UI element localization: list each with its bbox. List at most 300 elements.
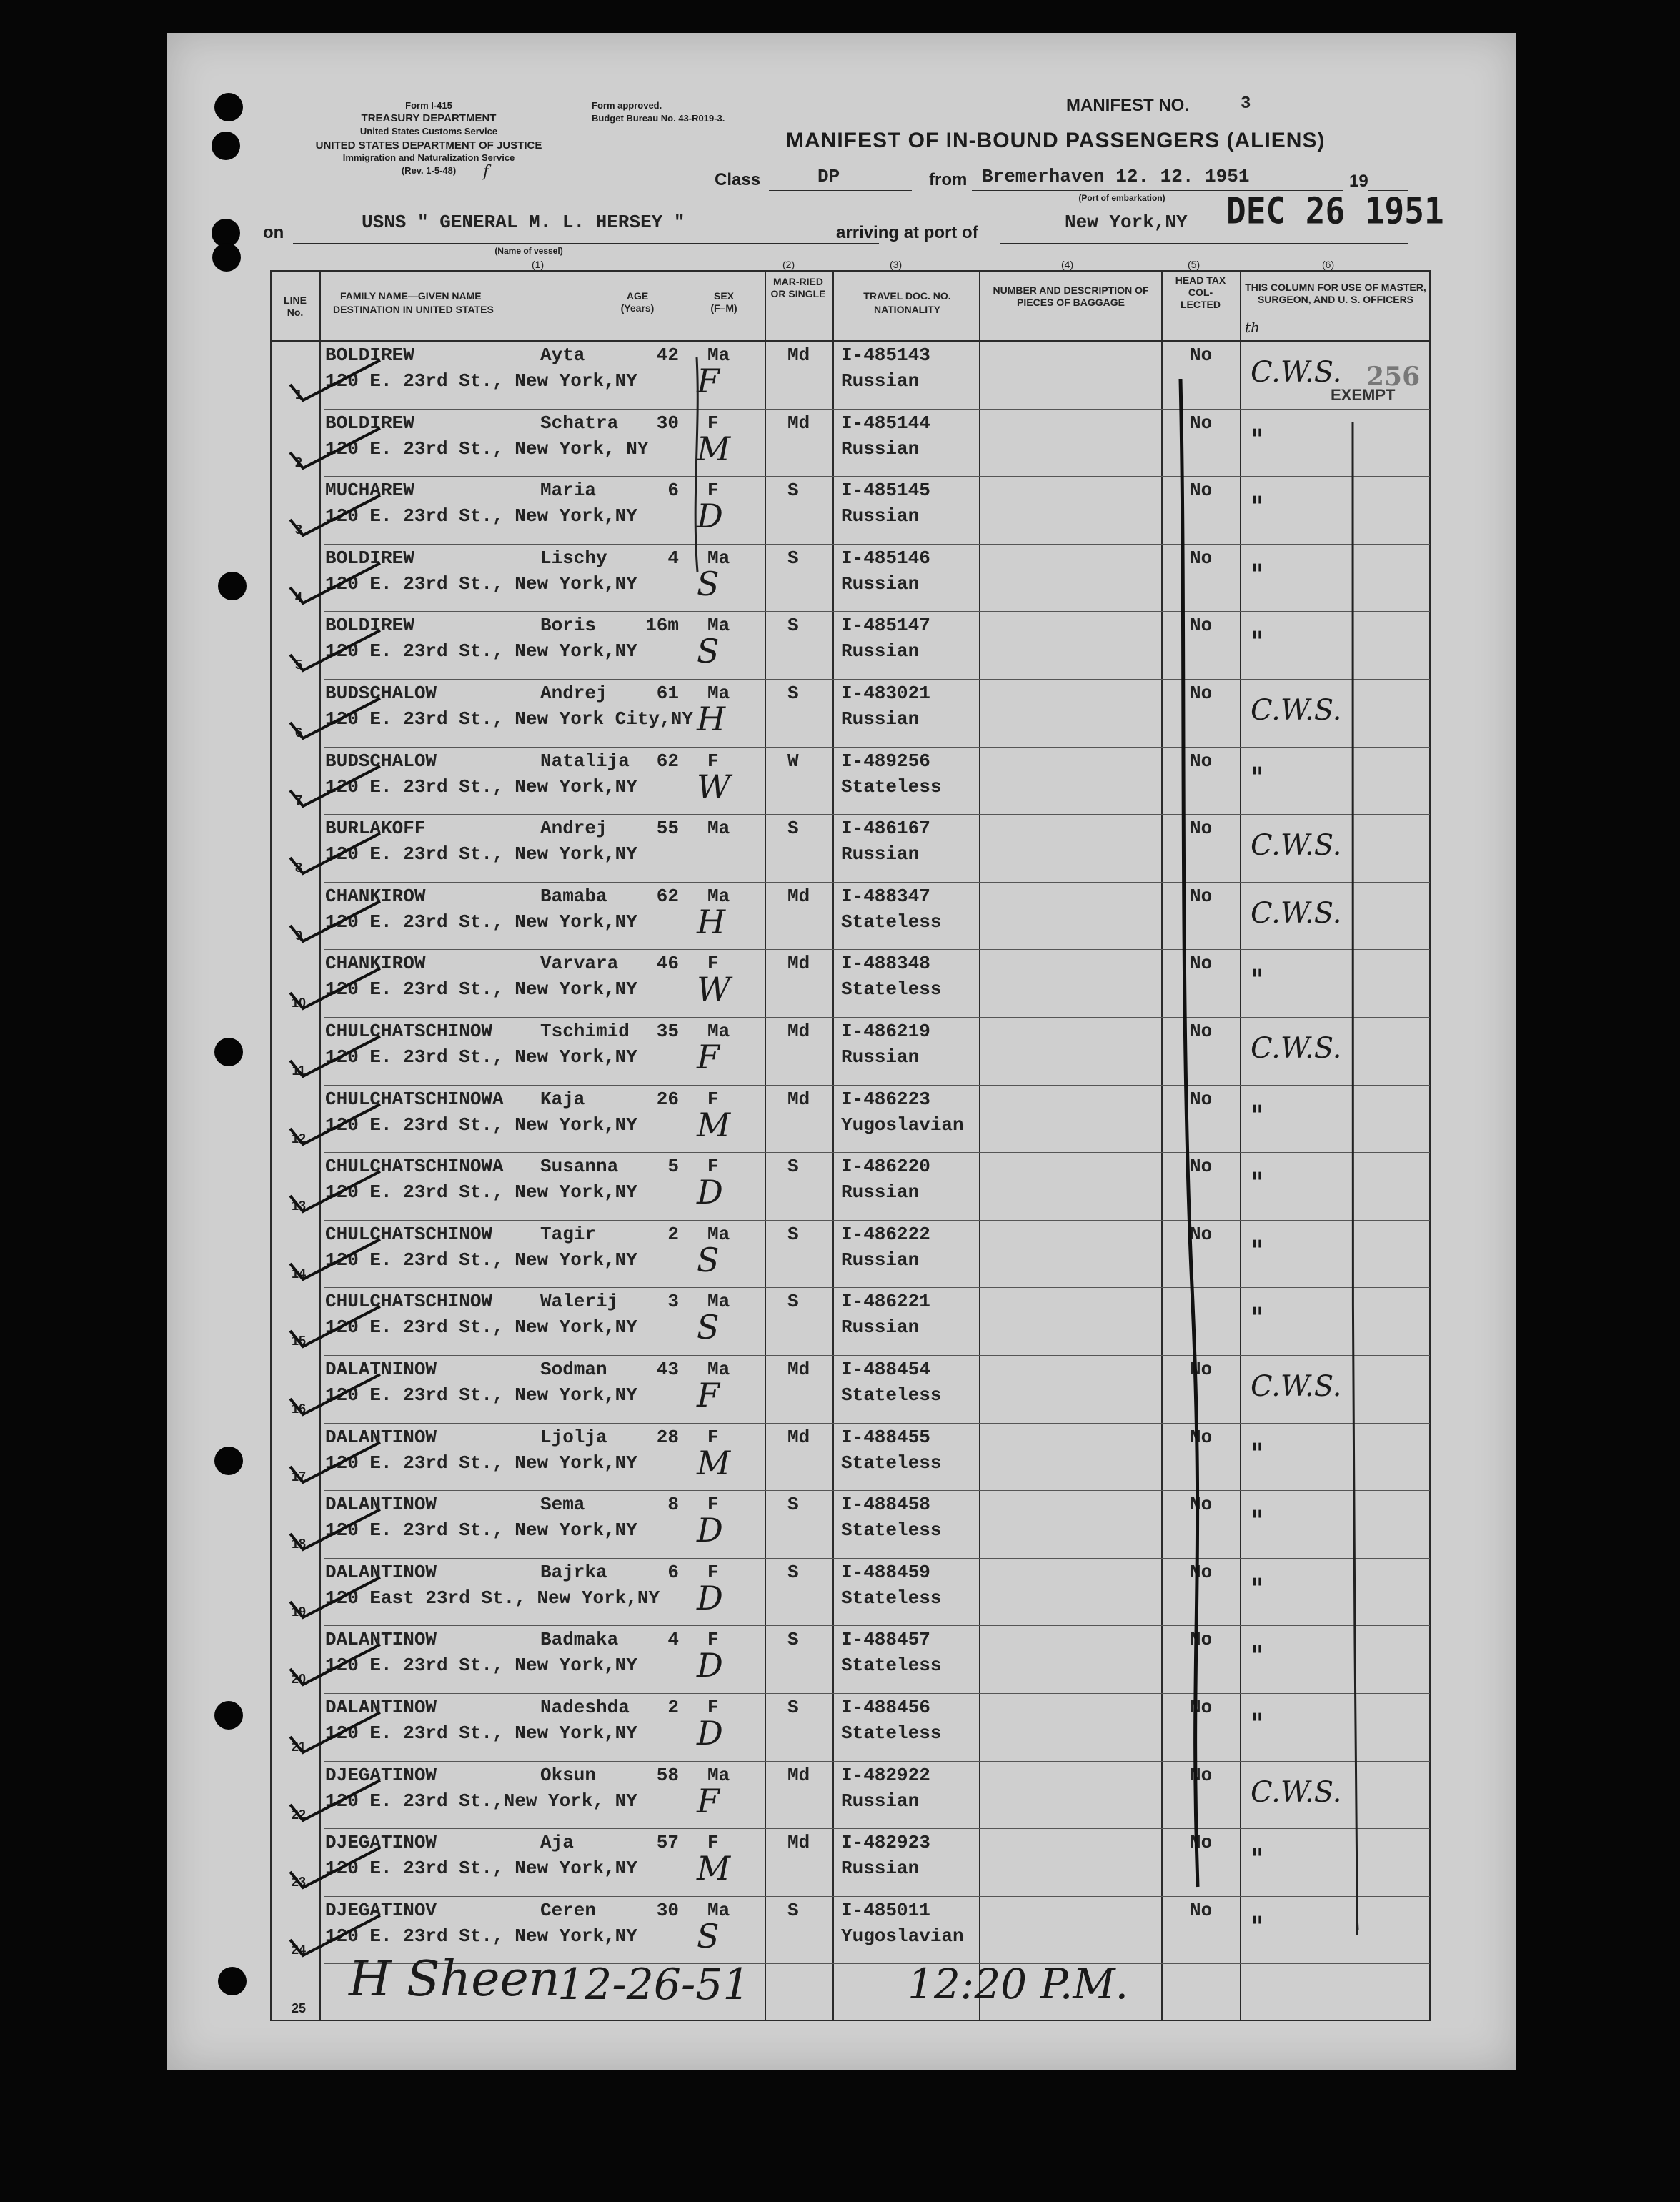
- sex: F: [707, 1426, 719, 1448]
- given-name: Sema: [540, 1494, 585, 1516]
- given-name: Oksun: [540, 1764, 597, 1786]
- head-tax: No: [1190, 1426, 1213, 1448]
- nationality: Russian: [841, 708, 920, 730]
- destination: 120 E. 23rd St., New York,NY: [325, 640, 637, 663]
- family-name: BOLDIREW: [325, 615, 414, 637]
- travel-doc-number: I-485011: [841, 1899, 930, 1921]
- destination: 120 E. 23rd St., New York, NY: [325, 437, 649, 460]
- family-name-header: FAMILY NAME—GIVEN NAME: [340, 290, 482, 302]
- travel-doc-number: I-486167: [841, 818, 930, 840]
- destination: 120 E. 23rd St., New York,NY: [325, 1046, 637, 1068]
- family-name: CHANKIROW: [325, 953, 426, 975]
- destination: 120 E. 23rd St., New York,NY: [325, 370, 637, 392]
- nationality: Stateless: [841, 1519, 942, 1542]
- given-name: Maria: [540, 480, 597, 502]
- head-tax: No: [1190, 344, 1213, 366]
- destination: 120 E. 23rd St., New York,NY: [325, 1655, 637, 1677]
- officer-note: ": [1251, 1234, 1264, 1268]
- age: 5: [667, 1156, 679, 1178]
- marital-status: Md: [787, 953, 810, 975]
- nationality: Stateless: [841, 1384, 942, 1406]
- marital-status: Md: [787, 1021, 810, 1042]
- destination: 120 E. 23rd St., New York,NY: [325, 843, 637, 866]
- officer-note: ": [1251, 1099, 1264, 1133]
- head-tax: No: [1190, 885, 1213, 907]
- given-name: Andrej: [540, 818, 607, 840]
- travel-doc-number: I-486222: [841, 1223, 930, 1245]
- destination: 120 East 23rd St., New York,NY: [325, 1587, 660, 1609]
- handwritten-sex-mark: F: [697, 1781, 720, 1820]
- travel-doc-number: I-485147: [841, 615, 930, 637]
- marital-status: S: [787, 818, 799, 840]
- column-number-4: (4): [1061, 259, 1074, 270]
- age: 55: [656, 818, 679, 840]
- handwritten-sex-mark: D: [697, 1173, 723, 1212]
- family-name: CHULCHATSCHINOW: [325, 1291, 493, 1313]
- head-tax: No: [1190, 1561, 1213, 1583]
- head-tax: No: [1190, 1832, 1213, 1854]
- age: 2: [667, 1697, 679, 1718]
- line-number: 20: [291, 1672, 307, 1687]
- line-number: 6: [294, 725, 302, 740]
- age: 28: [656, 1426, 679, 1448]
- family-name: DALANTINOW: [325, 1629, 437, 1651]
- given-name: Schatra: [540, 412, 619, 434]
- sex: F: [707, 953, 719, 975]
- age: 6: [667, 480, 679, 502]
- given-name: Lischy: [540, 547, 607, 569]
- officer-note: C.W.S.: [1251, 356, 1342, 389]
- family-name: BOLDIREW: [325, 412, 414, 434]
- sex-header: SEX (F–M): [710, 290, 737, 314]
- line-number: 7: [294, 793, 302, 808]
- nationality: Russian: [841, 437, 920, 460]
- handwritten-sex-mark: M: [697, 1849, 731, 1888]
- destination: 120 E. 23rd St., New York,NY: [325, 1452, 637, 1474]
- marital-status: Md: [787, 1088, 810, 1110]
- head-tax: No: [1190, 1764, 1213, 1786]
- age: 57: [656, 1832, 679, 1854]
- column-number-5: (5): [1188, 259, 1201, 270]
- handwritten-sex-mark: H: [697, 902, 726, 941]
- line-number: 8: [294, 861, 302, 876]
- age: 30: [656, 412, 679, 434]
- sex: F: [707, 750, 719, 772]
- travel-doc-number: I-488347: [841, 885, 930, 907]
- handwritten-sex-mark: W: [697, 970, 731, 1009]
- line-number: 1: [294, 387, 302, 402]
- line-number: 16: [291, 1402, 307, 1416]
- travel-doc-number: I-489256: [841, 750, 930, 772]
- handwritten-sex-mark: S: [697, 632, 720, 671]
- nationality: Stateless: [841, 1722, 942, 1744]
- head-tax: No: [1190, 1021, 1213, 1042]
- age: 46: [656, 953, 679, 975]
- marital-status: Md: [787, 1359, 810, 1380]
- travel-doc-number: I-488454: [841, 1359, 930, 1380]
- line-number: 21: [291, 1740, 307, 1754]
- handwritten-sex-mark: S: [697, 564, 720, 603]
- marital-status: Md: [787, 1426, 810, 1448]
- marital-status: S: [787, 1629, 799, 1651]
- vessel-caption: (Name of vessel): [494, 246, 563, 256]
- marital-status: S: [787, 683, 799, 704]
- age: 43: [656, 1359, 679, 1380]
- line-number: 23: [291, 1875, 307, 1890]
- signature-time: 12:20 P.M.: [908, 1960, 1129, 2008]
- officer-note: ": [1251, 1572, 1264, 1606]
- handwritten-sex-mark: S: [697, 1308, 720, 1347]
- given-name: Ceren: [540, 1899, 597, 1921]
- destination: 120 E. 23rd St., New York,NY: [325, 1384, 637, 1406]
- head-tax-check-line: [1181, 379, 1198, 1887]
- nationality: Russian: [841, 1858, 920, 1880]
- nationality: Yugoslavian: [841, 1114, 964, 1136]
- date-stamp: DEC 26 1951: [1226, 189, 1444, 232]
- officer-note: C.W.S.: [1251, 1370, 1342, 1403]
- handwritten-sex-mark: D: [697, 1578, 723, 1617]
- head-tax: No: [1190, 1629, 1213, 1651]
- given-name: Varvara: [540, 953, 619, 975]
- officer-note: ": [1251, 1910, 1264, 1944]
- officer-note: ": [1251, 1708, 1264, 1741]
- footer-line-no: 25: [291, 2001, 307, 2015]
- head-tax-header: HEAD TAX COL-LECTED: [1175, 274, 1226, 310]
- line-number: 17: [291, 1469, 307, 1484]
- age: 16m: [645, 615, 679, 637]
- line-number: 3: [294, 522, 302, 537]
- handwritten-sex-mark: F: [697, 362, 720, 400]
- officer-note: ": [1251, 964, 1264, 998]
- sex: F: [707, 1561, 719, 1583]
- given-name: Sodman: [540, 1359, 607, 1380]
- marital-status: S: [787, 1899, 799, 1921]
- given-name: Boris: [540, 615, 597, 637]
- head-tax: No: [1190, 1088, 1213, 1110]
- officer-note: ": [1251, 1505, 1264, 1539]
- date-stamp-suffix: th: [1245, 319, 1260, 336]
- justice-dept: UNITED STATES DEPARTMENT OF JUSTICE: [315, 139, 542, 152]
- marital-status: S: [787, 1156, 799, 1178]
- line-no-header: LINE No.: [284, 294, 307, 318]
- sex: Ma: [707, 885, 730, 907]
- nationality: Russian: [841, 1316, 920, 1339]
- nationality: Stateless: [841, 1587, 942, 1609]
- sex: Ma: [707, 344, 730, 366]
- head-tax: No: [1190, 1899, 1213, 1921]
- handwritten-sex-mark: F: [697, 1038, 720, 1076]
- handwritten-sex-mark: M: [697, 1443, 731, 1482]
- port-caption: (Port of embarkation): [1078, 193, 1165, 203]
- given-name: Natalija: [540, 750, 630, 772]
- given-name: Ayta: [540, 344, 585, 366]
- ins-service: Immigration and Naturalization Service: [342, 152, 515, 163]
- sex: F: [707, 1697, 719, 1718]
- destination: 120 E. 23rd St., New York,NY: [325, 911, 637, 933]
- marital-status: S: [787, 480, 799, 502]
- age: 62: [656, 885, 679, 907]
- sex: F: [707, 1629, 719, 1651]
- given-name: Bajrka: [540, 1561, 607, 1583]
- form-number: Form I-415: [405, 100, 452, 111]
- manifest-no-value: 3: [1241, 94, 1251, 114]
- treasury-dept: TREASURY DEPARTMENT: [361, 112, 497, 124]
- age: 3: [667, 1291, 679, 1313]
- line-number: 9: [294, 928, 302, 943]
- family-name: DALANTINOW: [325, 1494, 437, 1516]
- travel-doc-number: I-488348: [841, 953, 930, 975]
- marital-status: S: [787, 1223, 799, 1245]
- from-label: from: [929, 170, 968, 189]
- officer-note: ": [1251, 761, 1264, 795]
- handwritten-sex-mark: M: [697, 1105, 731, 1144]
- sex: Ma: [707, 818, 730, 840]
- destination: 120 E. 23rd St., New York,NY: [325, 1114, 637, 1136]
- given-name: Kaja: [540, 1088, 585, 1110]
- nationality: Stateless: [841, 1452, 942, 1474]
- manifest-no-label: MANIFEST NO.: [1066, 96, 1189, 115]
- marital-status: Md: [787, 1832, 810, 1854]
- travel-doc-number: I-483021: [841, 683, 930, 704]
- age: 4: [667, 1629, 679, 1651]
- family-name: CHANKIROW: [325, 885, 426, 907]
- marital-status: S: [787, 547, 799, 569]
- officer-note: ": [1251, 1843, 1264, 1877]
- family-name: BUDSCHALOW: [325, 683, 437, 704]
- head-tax: No: [1190, 1494, 1213, 1516]
- officer-note: ": [1251, 423, 1264, 457]
- destination: 120 E. 23rd St., New York,NY: [325, 1181, 637, 1204]
- officer-note: C.W.S.: [1251, 829, 1342, 863]
- head-tax: No: [1190, 1223, 1213, 1245]
- destination: 120 E. 23rd St., New York,NY: [325, 978, 637, 1001]
- sex: Ma: [707, 1764, 730, 1786]
- handwritten-sex-mark: D: [697, 1714, 723, 1752]
- travel-doc-number: I-482922: [841, 1764, 930, 1786]
- handwritten-sex-mark: S: [697, 1916, 720, 1955]
- handwritten-sex-mark: D: [697, 1511, 723, 1550]
- family-name: DJEGATINOW: [325, 1764, 437, 1786]
- given-name: Nadeshda: [540, 1697, 630, 1718]
- sex-column-check-line: [695, 357, 697, 572]
- marital-status: S: [787, 1494, 799, 1516]
- family-name: CHULCHATSCHINOWA: [325, 1156, 504, 1178]
- age: 6: [667, 1561, 679, 1583]
- head-tax: No: [1190, 683, 1213, 704]
- head-tax: No: [1190, 750, 1213, 772]
- nationality: Yugoslavian: [841, 1925, 964, 1947]
- line-number: 13: [291, 1199, 307, 1214]
- age: 61: [656, 683, 679, 704]
- destination: 120 E. 23rd St., New York,NY: [325, 1249, 637, 1271]
- customs-service: United States Customs Service: [359, 126, 498, 137]
- nationality: Russian: [841, 505, 920, 527]
- destination: 120 E. 23rd St., New York,NY: [325, 1316, 637, 1339]
- travel-doc-number: I-486220: [841, 1156, 930, 1178]
- nationality: Russian: [841, 640, 920, 663]
- baggage-header: NUMBER AND DESCRIPTION OF PIECES OF BAGGAGE: [993, 284, 1149, 308]
- head-tax: No: [1190, 1359, 1213, 1380]
- marital-status: Md: [787, 412, 810, 434]
- class-label: Class: [715, 170, 761, 189]
- nationality: Russian: [841, 843, 920, 866]
- nationality: Stateless: [841, 911, 942, 933]
- revision-mark: f: [483, 163, 489, 181]
- line-number: 12: [291, 1131, 307, 1146]
- destination: 120 E. 23rd St., New York City,NY: [325, 708, 693, 730]
- age: 4: [667, 547, 679, 569]
- family-name: DALATNINOW: [325, 1359, 437, 1380]
- head-tax: No: [1190, 480, 1213, 502]
- family-name: DALANTINOW: [325, 1697, 437, 1718]
- nationality: Stateless: [841, 978, 942, 1001]
- column-number-3: (3): [890, 259, 903, 270]
- marital-status: S: [787, 1291, 799, 1313]
- line-number: 14: [291, 1266, 307, 1281]
- family-name: DJEGATINOV: [325, 1899, 437, 1921]
- column-number-2: (2): [782, 259, 795, 270]
- given-name: Susanna: [540, 1156, 619, 1178]
- given-name: Tagir: [540, 1223, 597, 1245]
- sex: Ma: [707, 1359, 730, 1380]
- family-name: CHULCHATSCHINOWA: [325, 1088, 504, 1110]
- form-approved: Form approved.: [592, 100, 662, 111]
- travel-doc-number: I-486223: [841, 1088, 930, 1110]
- marital-status: Md: [787, 885, 810, 907]
- family-name: MUCHAREW: [325, 480, 414, 502]
- arrival-port: New York,NY: [1065, 212, 1188, 233]
- exempt-stamp: EXEMPT: [1331, 386, 1396, 404]
- sex: Ma: [707, 615, 730, 637]
- destination: 120 E. 23rd St., New York,NY: [325, 505, 637, 527]
- form-revision: (Rev. 1-5-48): [401, 165, 457, 176]
- travel-doc-number: I-486219: [841, 1021, 930, 1042]
- nationality: Russian: [841, 1181, 920, 1204]
- handwritten-sex-mark: M: [697, 429, 731, 468]
- column-number-6: (6): [1322, 259, 1335, 270]
- line-number: 24: [291, 1942, 307, 1957]
- travel-doc-number: I-488459: [841, 1561, 930, 1583]
- line-number: 4: [294, 590, 302, 605]
- handwritten-sex-mark: D: [697, 497, 723, 536]
- page-title: MANIFEST OF IN-BOUND PASSENGERS (ALIENS): [786, 129, 1326, 152]
- vessel-name: USNS " GENERAL M. L. HERSEY ": [362, 212, 685, 233]
- nationality: Russian: [841, 370, 920, 392]
- travel-doc-number: I-485146: [841, 547, 930, 569]
- family-name: DJEGATINOW: [325, 1832, 437, 1854]
- travel-doc-header: TRAVEL DOC. NO.: [863, 290, 951, 302]
- officers-column-header: THIS COLUMN FOR USE OF MASTER, SURGEON, AND U. S. OFFICERS: [1245, 282, 1426, 305]
- destination: 120 E. 23rd St., New York,NY: [325, 1722, 637, 1744]
- destination: 120 E. 23rd St., New York,NY: [325, 1519, 637, 1542]
- sex: Ma: [707, 1021, 730, 1042]
- marital-status: W: [787, 750, 799, 772]
- handwritten-sex-mark: F: [697, 1376, 720, 1414]
- marital-status: S: [787, 1697, 799, 1718]
- officer-note: ": [1251, 491, 1264, 525]
- sex: F: [707, 412, 719, 434]
- destination: 120 E. 23rd St., New York,NY: [325, 572, 637, 595]
- travel-doc-number: I-488458: [841, 1494, 930, 1516]
- class-value: DP: [817, 166, 840, 187]
- sex: Ma: [707, 1899, 730, 1921]
- family-name: BURLAKOFF: [325, 818, 426, 840]
- destination: 120 E. 23rd St.,New York, NY: [325, 1790, 637, 1812]
- head-tax: No: [1190, 953, 1213, 975]
- travel-doc-number: I-485143: [841, 344, 930, 366]
- officer-note: C.W.S.: [1251, 896, 1342, 930]
- age: 42: [656, 344, 679, 366]
- arriving-label: arriving at port of: [836, 223, 978, 242]
- travel-doc-number: I-482923: [841, 1832, 930, 1854]
- head-tax: No: [1190, 818, 1213, 840]
- sex: Ma: [707, 683, 730, 704]
- head-tax: No: [1190, 615, 1213, 637]
- sex: F: [707, 1156, 719, 1178]
- travel-doc-number: I-485145: [841, 480, 930, 502]
- sex: F: [707, 1832, 719, 1854]
- given-name: Badmaka: [540, 1629, 619, 1651]
- travel-doc-number: I-486221: [841, 1291, 930, 1313]
- nationality-header: NATIONALITY: [873, 304, 941, 315]
- handwritten-sex-mark: D: [697, 1646, 723, 1685]
- family-name: BOLDIREW: [325, 344, 414, 366]
- officer-note: ": [1251, 1167, 1264, 1201]
- given-name: Ljolja: [540, 1426, 607, 1448]
- sex: F: [707, 1088, 719, 1110]
- line-number: 2: [294, 455, 302, 470]
- given-name: Aja: [540, 1832, 574, 1854]
- marital-status: Md: [787, 1764, 810, 1786]
- age: 35: [656, 1021, 679, 1042]
- column-number-1: (1): [532, 259, 545, 270]
- given-name: Bamaba: [540, 885, 607, 907]
- handwritten-sex-mark: W: [697, 767, 731, 806]
- age: 62: [656, 750, 679, 772]
- age: 26: [656, 1088, 679, 1110]
- officer-note: C.W.S.: [1251, 694, 1342, 727]
- given-name: Walerij: [540, 1291, 619, 1313]
- officer-note: ": [1251, 1437, 1264, 1471]
- sex: Ma: [707, 1223, 730, 1245]
- age: 2: [667, 1223, 679, 1245]
- handwritten-sex-mark: H: [697, 700, 726, 738]
- marital-status: S: [787, 615, 799, 637]
- destination: 120 E. 23rd St., New York,NY: [325, 775, 637, 798]
- destination-header: DESTINATION IN UNITED STATES: [333, 304, 494, 315]
- travel-doc-number: I-488455: [841, 1426, 930, 1448]
- sex: Ma: [707, 547, 730, 569]
- budget-bureau: Budget Bureau No. 43-R019-3.: [592, 113, 725, 124]
- handwritten-sex-mark: S: [697, 1240, 720, 1279]
- age: 30: [656, 1899, 679, 1921]
- sex: Ma: [707, 1291, 730, 1313]
- line-number: 22: [291, 1807, 307, 1822]
- on-label: on: [263, 223, 284, 242]
- officer-note: C.W.S.: [1251, 1775, 1342, 1809]
- nationality: Stateless: [841, 1655, 942, 1677]
- marital-status: Md: [787, 344, 810, 366]
- signature-date: 12-26-51: [557, 1960, 750, 2010]
- line-number: 10: [291, 996, 307, 1011]
- line-number: 15: [291, 1334, 307, 1349]
- officer-signature: H Sheen: [349, 1951, 560, 2008]
- nationality: Stateless: [841, 775, 942, 798]
- travel-doc-number: I-488457: [841, 1629, 930, 1651]
- given-name: Tschimid: [540, 1021, 630, 1042]
- sex: F: [707, 1494, 719, 1516]
- travel-doc-number: I-485144: [841, 412, 930, 434]
